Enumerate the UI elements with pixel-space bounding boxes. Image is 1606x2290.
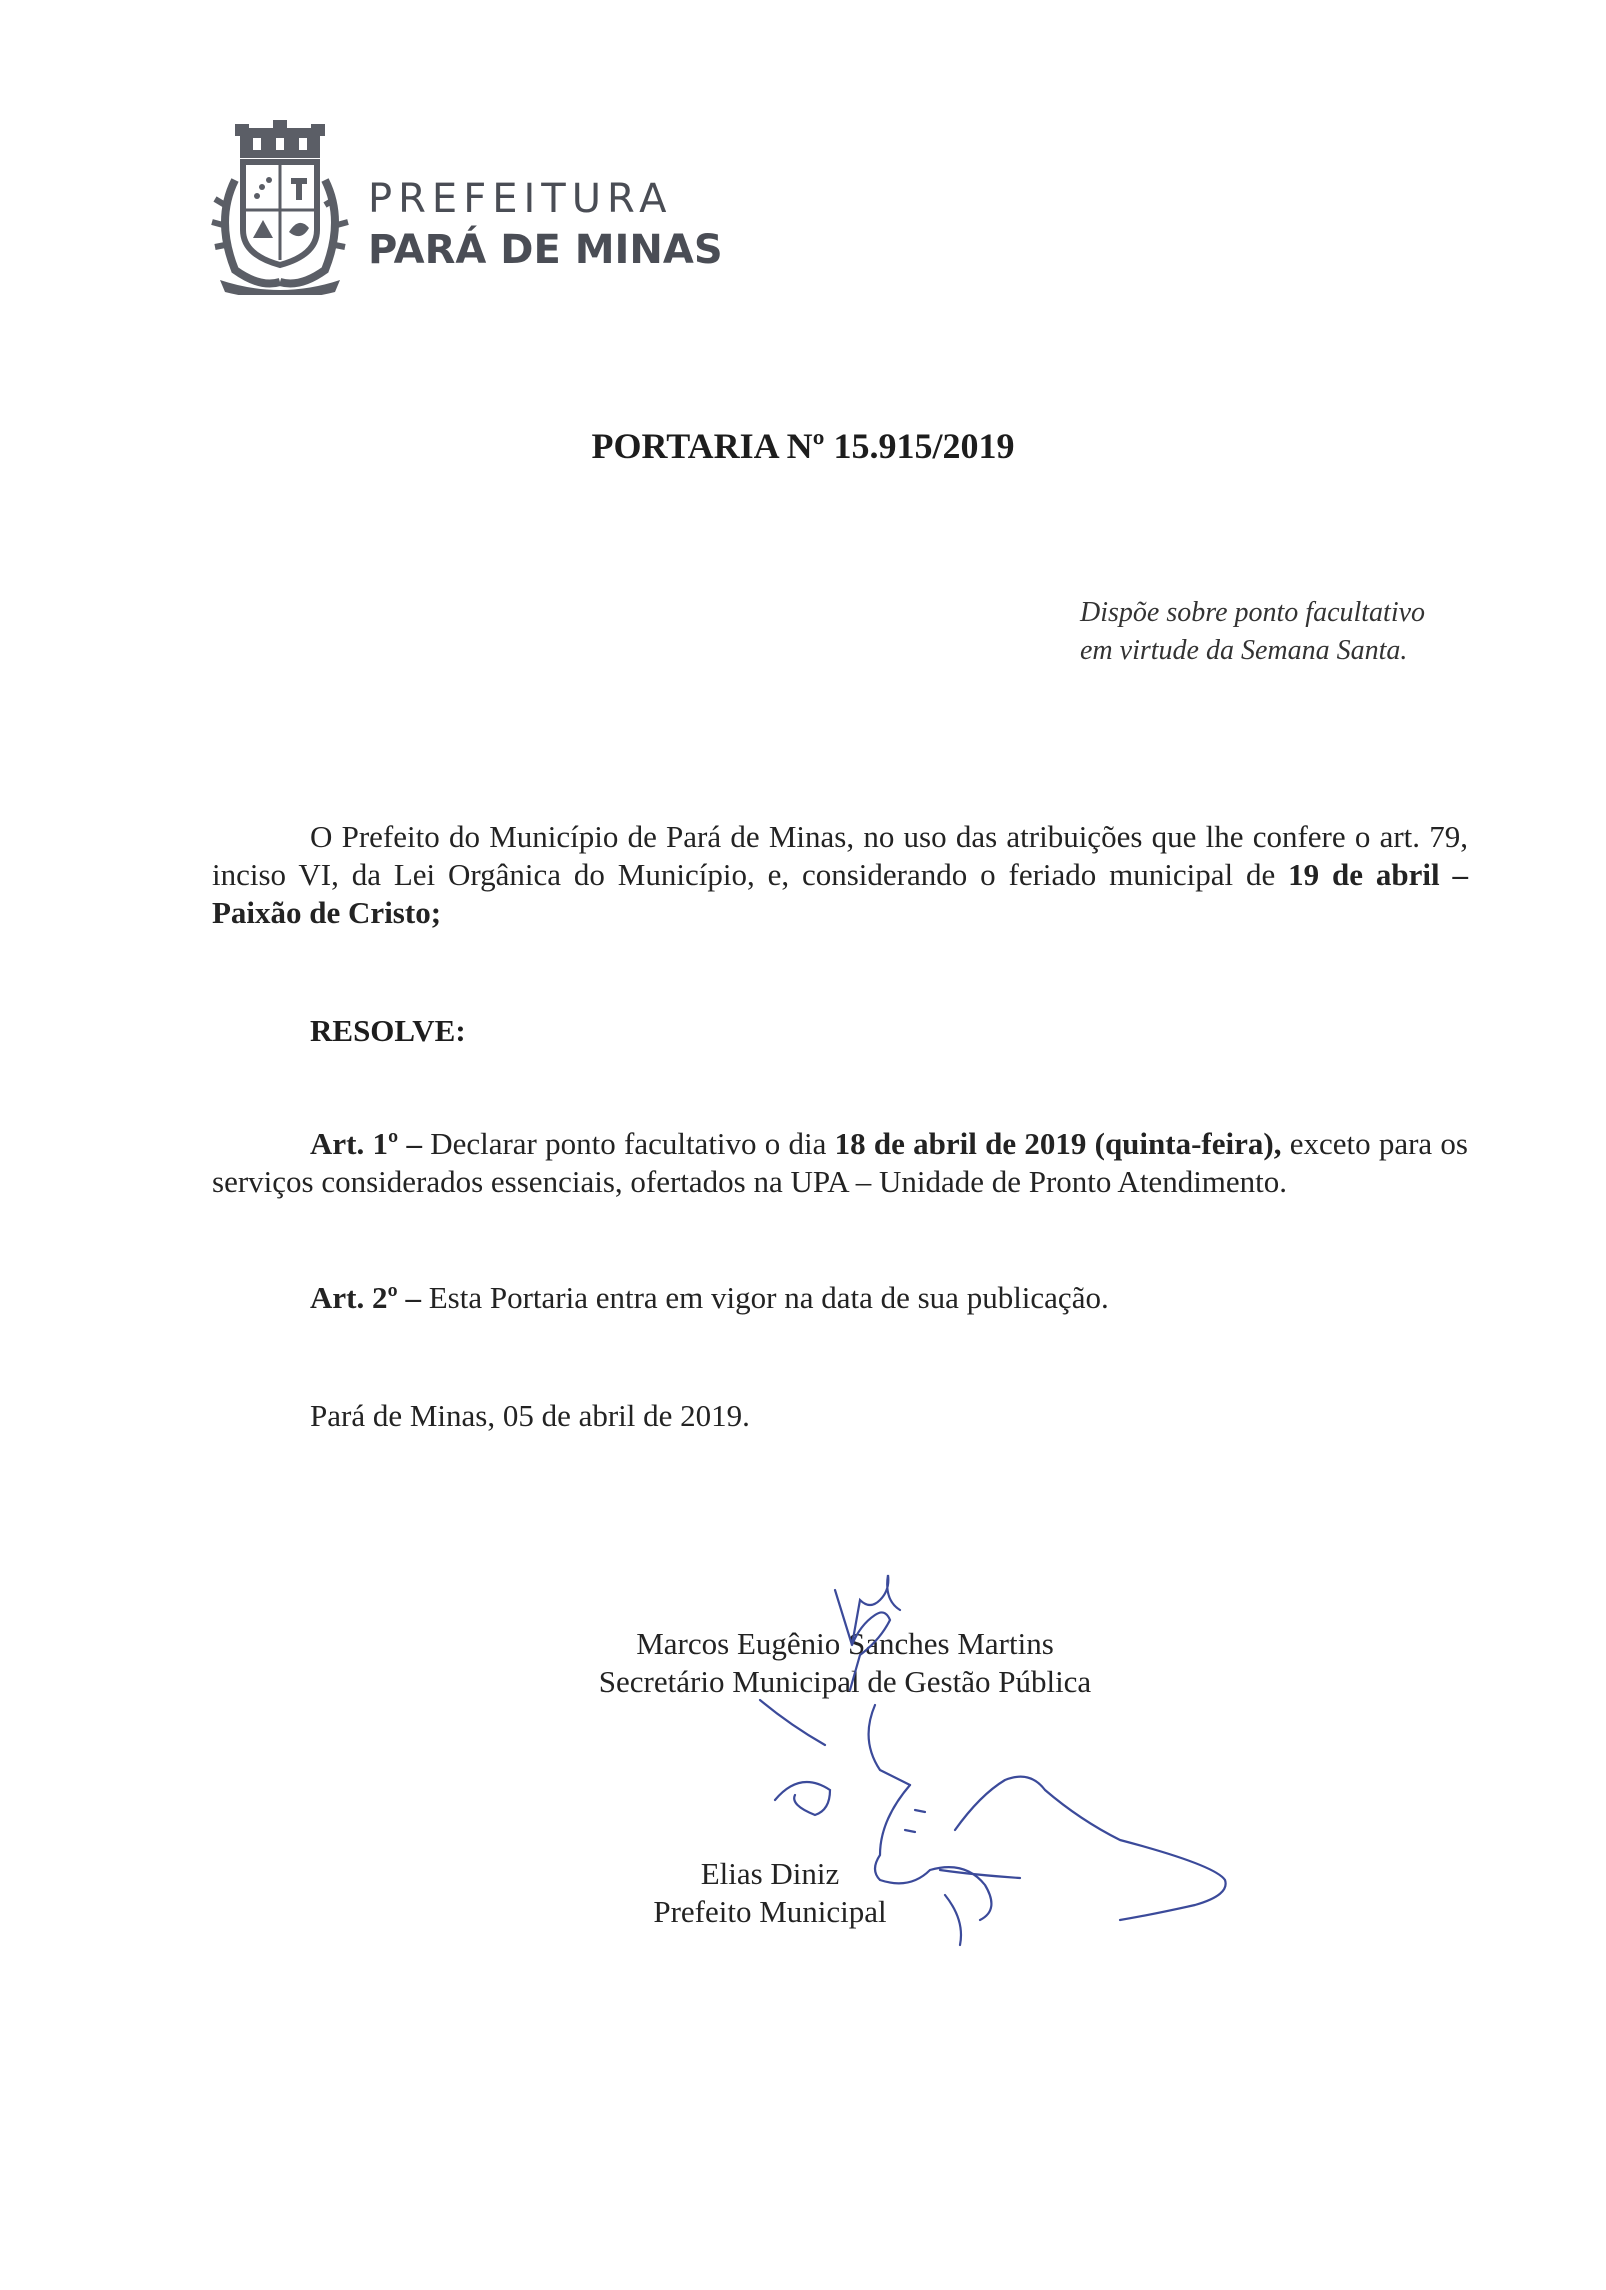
article-1-text-a: Declarar ponto facultativo o dia (421, 1126, 835, 1161)
header-logo (205, 120, 725, 295)
ementa-line: Dispõe sobre ponto facultativo (1080, 597, 1426, 628)
dateline: Pará de Minas, 05 de abril de 2019. (310, 1398, 750, 1433)
signature-block-secretary (0, 1625, 1606, 1701)
article-1 (212, 1125, 1468, 1201)
document-title: PORTARIA Nº 15.915/2019 (591, 426, 1015, 466)
signer-name: Elias Diniz (700, 1856, 840, 1891)
article-1-date: 18 de abril de 2019 (quinta-feira), (834, 1126, 1282, 1161)
municipal-coat-of-arms-icon (205, 120, 355, 295)
signer-role: Secretário Municipal de Gestão Pública (598, 1664, 1092, 1699)
preamble-text: O Prefeito do Município de Pará de Minas, no uso das atribuições que lhe confere o art. 79, inciso VI, da Lei Orgânica do Município, e, considerando o feriado municipal de (212, 819, 1468, 892)
article-1-text-b: exceto para os serviços considerados essenciais, ofertados na UPA – Unidade de Pronto Atendimento. (212, 1126, 1468, 1199)
signature-block-mayor (0, 1855, 1606, 1931)
article-1-label: Art. 1º – (310, 1126, 422, 1161)
ementa-line: em virtude da Semana Santa. (1080, 635, 1408, 666)
signer-name: Marcos Eugênio Sanches Martins (636, 1626, 1054, 1661)
article-2-label: Art. 2º – (310, 1280, 421, 1315)
signer-role: Prefeito Municipal (653, 1894, 887, 1929)
resolve-heading: RESOLVE: (310, 1013, 466, 1048)
article-2 (212, 1279, 1468, 1317)
brand-line-city: PARÁ DE MINAS (368, 227, 723, 273)
preamble-paragraph (212, 818, 1468, 932)
brand-line-prefeitura: PREFEITURA (368, 176, 673, 222)
article-2-text: Esta Portaria entra em vigor na data de sua publicação. (420, 1280, 1109, 1315)
ementa (1080, 594, 1500, 670)
preamble-holiday: 19 de abril – Paixão de Cristo; (212, 857, 1468, 930)
